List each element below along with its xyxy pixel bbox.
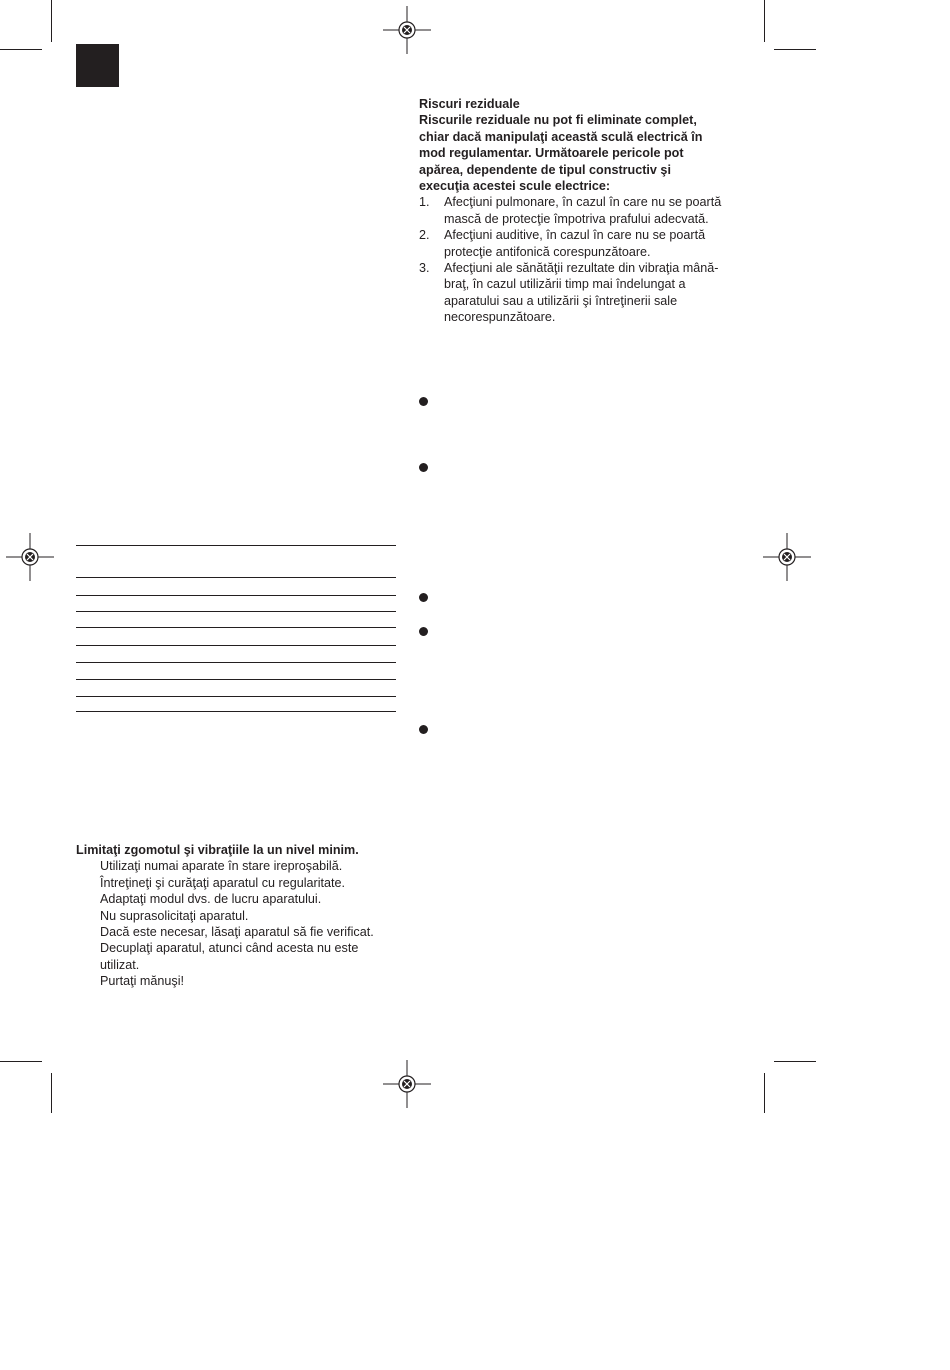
risk-item [419, 260, 749, 326]
noise-vibration-section [76, 842, 406, 990]
risk-text-line: protecţie antifonică corespunzătoare. [444, 244, 651, 259]
risk-text-line: braţ, în cazul utilizării timp mai îndelungat a [444, 277, 686, 292]
risk-text-line: Afecţiuni pulmonare, în cazul în care nu se poartă [444, 195, 722, 210]
page-language-tab [76, 44, 119, 87]
list-item: utilizat. [100, 957, 140, 972]
risk-text-line: necorespunzătoare. [444, 310, 556, 325]
bullet-dot [419, 627, 428, 636]
risk-number: 3. [419, 261, 430, 276]
risk-text-line: Afecţiuni auditive, în cazul în care nu se poartă [444, 228, 706, 243]
table-rule [76, 696, 396, 697]
noise-vibration-list [76, 858, 406, 989]
table-rule [76, 711, 396, 712]
list-item: Purtaţi mănuşi! [100, 974, 184, 989]
risk-text-line: Afecţiuni ale sănătăţii rezultate din vibraţia mână- [444, 261, 719, 276]
list-item: Întreţineţi şi curăţaţi aparatul cu regularitate. [100, 875, 346, 890]
residual-risks-heading: Riscuri reziduale [419, 97, 520, 111]
table-rule [76, 662, 396, 663]
bullet-dot [419, 725, 428, 734]
risk-item [419, 227, 749, 260]
crop-mark-bottom-right-horizontal [774, 1061, 816, 1062]
list-item: Adaptaţi modul dvs. de lucru aparatului. [100, 892, 322, 907]
crop-mark-bottom-left-vertical [51, 1073, 52, 1113]
warning-line: mod regulamentar. Următoarele pericole pot [419, 146, 684, 161]
crop-mark-top-right-horizontal [774, 49, 816, 50]
risk-list [419, 194, 749, 325]
crop-mark-top-right-vertical [764, 0, 765, 42]
bullet-dot [419, 593, 428, 602]
table-rule [76, 645, 396, 646]
registration-mark-right [763, 533, 811, 581]
table-rule [76, 679, 396, 680]
risk-text [444, 227, 749, 260]
warning-line: Riscurile reziduale nu pot fi eliminate complet, [419, 113, 697, 128]
table-rule [76, 577, 396, 578]
residual-risks-section [419, 96, 749, 326]
table-rule [76, 611, 396, 612]
list-item: Utilizaţi numai aparate în stare ireproşabilă. [100, 859, 343, 874]
table-rule [76, 627, 396, 628]
warning-line: apărea, dependente de tipul constructiv şi [419, 162, 671, 177]
list-item: Decuplaţi aparatul, atunci când acesta nu este [100, 941, 359, 956]
risk-text-line: mască de protecţie împotriva prafului adecvată. [444, 211, 709, 226]
bullet-dot [419, 463, 428, 472]
registration-mark-bottom [383, 1060, 431, 1108]
registration-mark-left [6, 533, 54, 581]
table-rule [76, 595, 396, 596]
specifications-table [76, 545, 396, 715]
warning-line: execuţia acestei scule electrice: [419, 179, 611, 194]
warning-line: chiar dacă manipulaţi această sculă electrică în [419, 129, 703, 144]
crop-mark-top-left-horizontal [0, 49, 42, 50]
crop-mark-bottom-left-horizontal [0, 1061, 42, 1062]
risk-item [419, 194, 749, 227]
registration-mark-top [383, 6, 431, 54]
list-item: Nu suprasolicitaţi aparatul. [100, 908, 249, 923]
bullet-dot [419, 397, 428, 406]
risk-number: 2. [419, 228, 430, 243]
risk-text-line: aparatului sau a utilizării şi întreţinerii sale [444, 293, 678, 308]
table-rule [76, 545, 396, 546]
crop-mark-bottom-right-vertical [764, 1073, 765, 1113]
risk-text [444, 260, 749, 326]
noise-vibration-heading: Limitaţi zgomotul şi vibraţiile la un nivel minim. [76, 843, 359, 857]
risk-number: 1. [419, 195, 430, 210]
crop-mark-top-left-vertical [51, 0, 52, 42]
list-item: Dacă este necesar, lăsaţi aparatul să fie verificat. [100, 925, 374, 940]
risk-text [444, 194, 749, 227]
residual-risks-warning [419, 112, 749, 194]
